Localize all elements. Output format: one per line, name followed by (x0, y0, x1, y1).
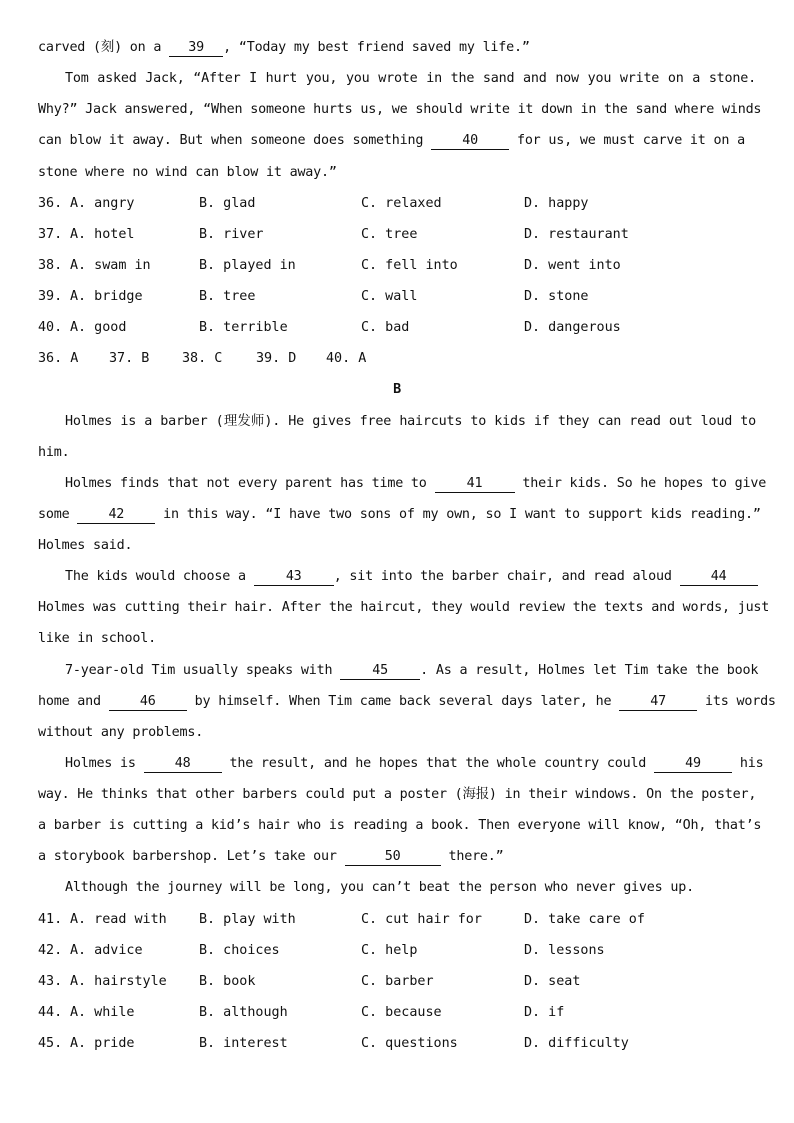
question-38 (38, 256, 756, 276)
text: home and (38, 694, 109, 709)
question-41 (38, 910, 756, 930)
option-b: B. choices (199, 943, 280, 958)
passage-b-p1-line-2: him. (38, 445, 70, 460)
text: The kids would choose a (65, 569, 254, 584)
question-number: 37. (38, 227, 63, 242)
text: , “Today my best friend saved my life.” (223, 40, 530, 55)
blank-46: 46 (109, 694, 187, 711)
text: in this way. “I have two sons of my own, so I want to support kids reading.” (155, 507, 761, 522)
passage-b-p2-line-1 (65, 474, 767, 494)
option-c: C. relaxed (361, 196, 442, 211)
text: 7-year-old Tim usually speaks with (65, 663, 341, 678)
text: their kids. So he hopes to give (514, 476, 767, 491)
question-number: 39. (38, 289, 63, 304)
answer-key (38, 349, 756, 369)
text: his (732, 756, 764, 771)
option-b: B. book (199, 974, 256, 989)
option-d: D. take care of (524, 912, 645, 927)
option-d: D. went into (524, 258, 621, 273)
option-c: C. fell into (361, 258, 458, 273)
passage-b-p4-line-1 (65, 661, 759, 681)
option-d: D. difficulty (524, 1036, 629, 1051)
passage-b-p3-line-3: like in school. (38, 631, 156, 646)
blank-45: 45 (340, 663, 420, 680)
text: Holmes finds that not every parent has time to (65, 476, 435, 491)
option-a: A. bridge (70, 289, 143, 304)
option-c: C. tree (361, 227, 418, 242)
option-d: D. happy (524, 196, 589, 211)
text: carved (刻) on a (38, 40, 170, 55)
question-42 (38, 941, 756, 961)
option-c: C. help (361, 943, 418, 958)
passage-b-p5-line-2: way. He thinks that other barbers could put a poster (海报) in their windows. On the poster, (38, 787, 757, 802)
option-b: B. interest (199, 1036, 288, 1051)
passage-b-p5-line-1 (65, 754, 764, 774)
passage-a-line-4 (38, 131, 756, 151)
passage-b-p2-line-3: Holmes said. (38, 538, 133, 553)
answer: 36. A (38, 351, 79, 366)
question-number: 43. (38, 974, 63, 989)
option-a: A. swam in (70, 258, 151, 273)
option-a: A. read with (70, 912, 167, 927)
passage-b-p5-line-3: a barber is cutting a kid’s hair who is reading a book. Then everyone will know, “Oh, that’s (38, 818, 762, 833)
text: the result, and he hopes that the whole country could (221, 756, 655, 771)
answer: 39. D (256, 351, 297, 366)
passage-b-p5-line-4 (38, 847, 756, 867)
option-a: A. hairstyle (70, 974, 167, 989)
question-39 (38, 287, 756, 307)
text: there.” (440, 849, 504, 864)
option-a: A. angry (70, 196, 135, 211)
answer: 40. A (326, 351, 367, 366)
passage-b-p1-line-1: Holmes is a barber (理发师). He gives free haircuts to kids if they can read out loud to (65, 414, 756, 429)
option-b: B. tree (199, 289, 256, 304)
question-number: 45. (38, 1036, 63, 1051)
passage-a-line-5: stone where no wind can blow it away.” (38, 165, 337, 180)
text: its words (697, 694, 776, 709)
option-a: A. advice (70, 943, 143, 958)
option-d: D. lessons (524, 943, 605, 958)
passage-b-p2-line-2 (38, 505, 761, 525)
blank-43: 43 (254, 569, 334, 586)
option-b: B. river (199, 227, 264, 242)
option-c: C. bad (361, 320, 410, 335)
answer: 37. B (109, 351, 150, 366)
option-b: B. played in (199, 258, 296, 273)
question-number: 36. (38, 196, 63, 211)
question-43 (38, 972, 756, 992)
question-37 (38, 225, 756, 245)
blank-47: 47 (619, 694, 697, 711)
passage-a-line-2: Tom asked Jack, “After I hurt you, you wrote in the sand and now you write on a stone. (65, 71, 756, 86)
question-number: 38. (38, 258, 63, 273)
section-b-title: B (393, 382, 401, 397)
question-number: 44. (38, 1005, 63, 1020)
option-b: B. terrible (199, 320, 288, 335)
text: can blow it away. But when someone does something (38, 133, 432, 148)
blank-44: 44 (680, 569, 758, 586)
question-number: 40. (38, 320, 63, 335)
option-a: A. good (70, 320, 127, 335)
passage-b-p4-line-2 (38, 692, 776, 712)
option-b: B. although (199, 1005, 288, 1020)
question-36 (38, 194, 756, 214)
option-b: B. glad (199, 196, 256, 211)
option-b: B. play with (199, 912, 296, 927)
text: , sit into the barber chair, and read aloud (333, 569, 680, 584)
passage-a-line-1 (38, 38, 756, 58)
option-c: C. barber (361, 974, 434, 989)
question-40 (38, 318, 756, 338)
option-c: C. cut hair for (361, 912, 482, 927)
text: by himself. When Tim came back several days later, he (186, 694, 620, 709)
passage-a-line-3: Why?” Jack answered, “When someone hurts us, we should write it down in the sand where winds (38, 102, 762, 117)
blank-50: 50 (345, 849, 441, 866)
answer: 38. C (182, 351, 223, 366)
blank-39: 39 (169, 40, 223, 57)
blank-49: 49 (654, 756, 732, 773)
question-44 (38, 1003, 756, 1023)
blank-48: 48 (144, 756, 222, 773)
option-a: A. hotel (70, 227, 135, 242)
question-number: 42. (38, 943, 63, 958)
option-d: D. if (524, 1005, 565, 1020)
text: a storybook barbershop. Let’s take our (38, 849, 345, 864)
passage-b-p3-line-1 (65, 567, 756, 587)
passage-b-p6-line-1: Although the journey will be long, you can’t beat the person who never gives up. (65, 880, 694, 895)
text: for us, we must carve it on a (509, 133, 745, 148)
option-c: C. because (361, 1005, 442, 1020)
option-c: C. wall (361, 289, 418, 304)
option-a: A. pride (70, 1036, 135, 1051)
option-d: D. stone (524, 289, 589, 304)
option-a: A. while (70, 1005, 135, 1020)
option-d: D. seat (524, 974, 581, 989)
option-d: D. dangerous (524, 320, 621, 335)
question-number: 41. (38, 912, 63, 927)
text: some (38, 507, 78, 522)
text: Holmes is (65, 756, 144, 771)
option-c: C. questions (361, 1036, 458, 1051)
passage-b-p4-line-3: without any problems. (38, 725, 204, 740)
blank-40: 40 (431, 133, 509, 150)
option-d: D. restaurant (524, 227, 629, 242)
blank-41: 41 (435, 476, 515, 493)
question-45 (38, 1034, 756, 1054)
passage-b-p3-line-2: Holmes was cutting their hair. After the haircut, they would review the texts and words, just (38, 600, 770, 615)
text: . As a result, Holmes let Tim take the book (420, 663, 759, 678)
blank-42: 42 (77, 507, 155, 524)
